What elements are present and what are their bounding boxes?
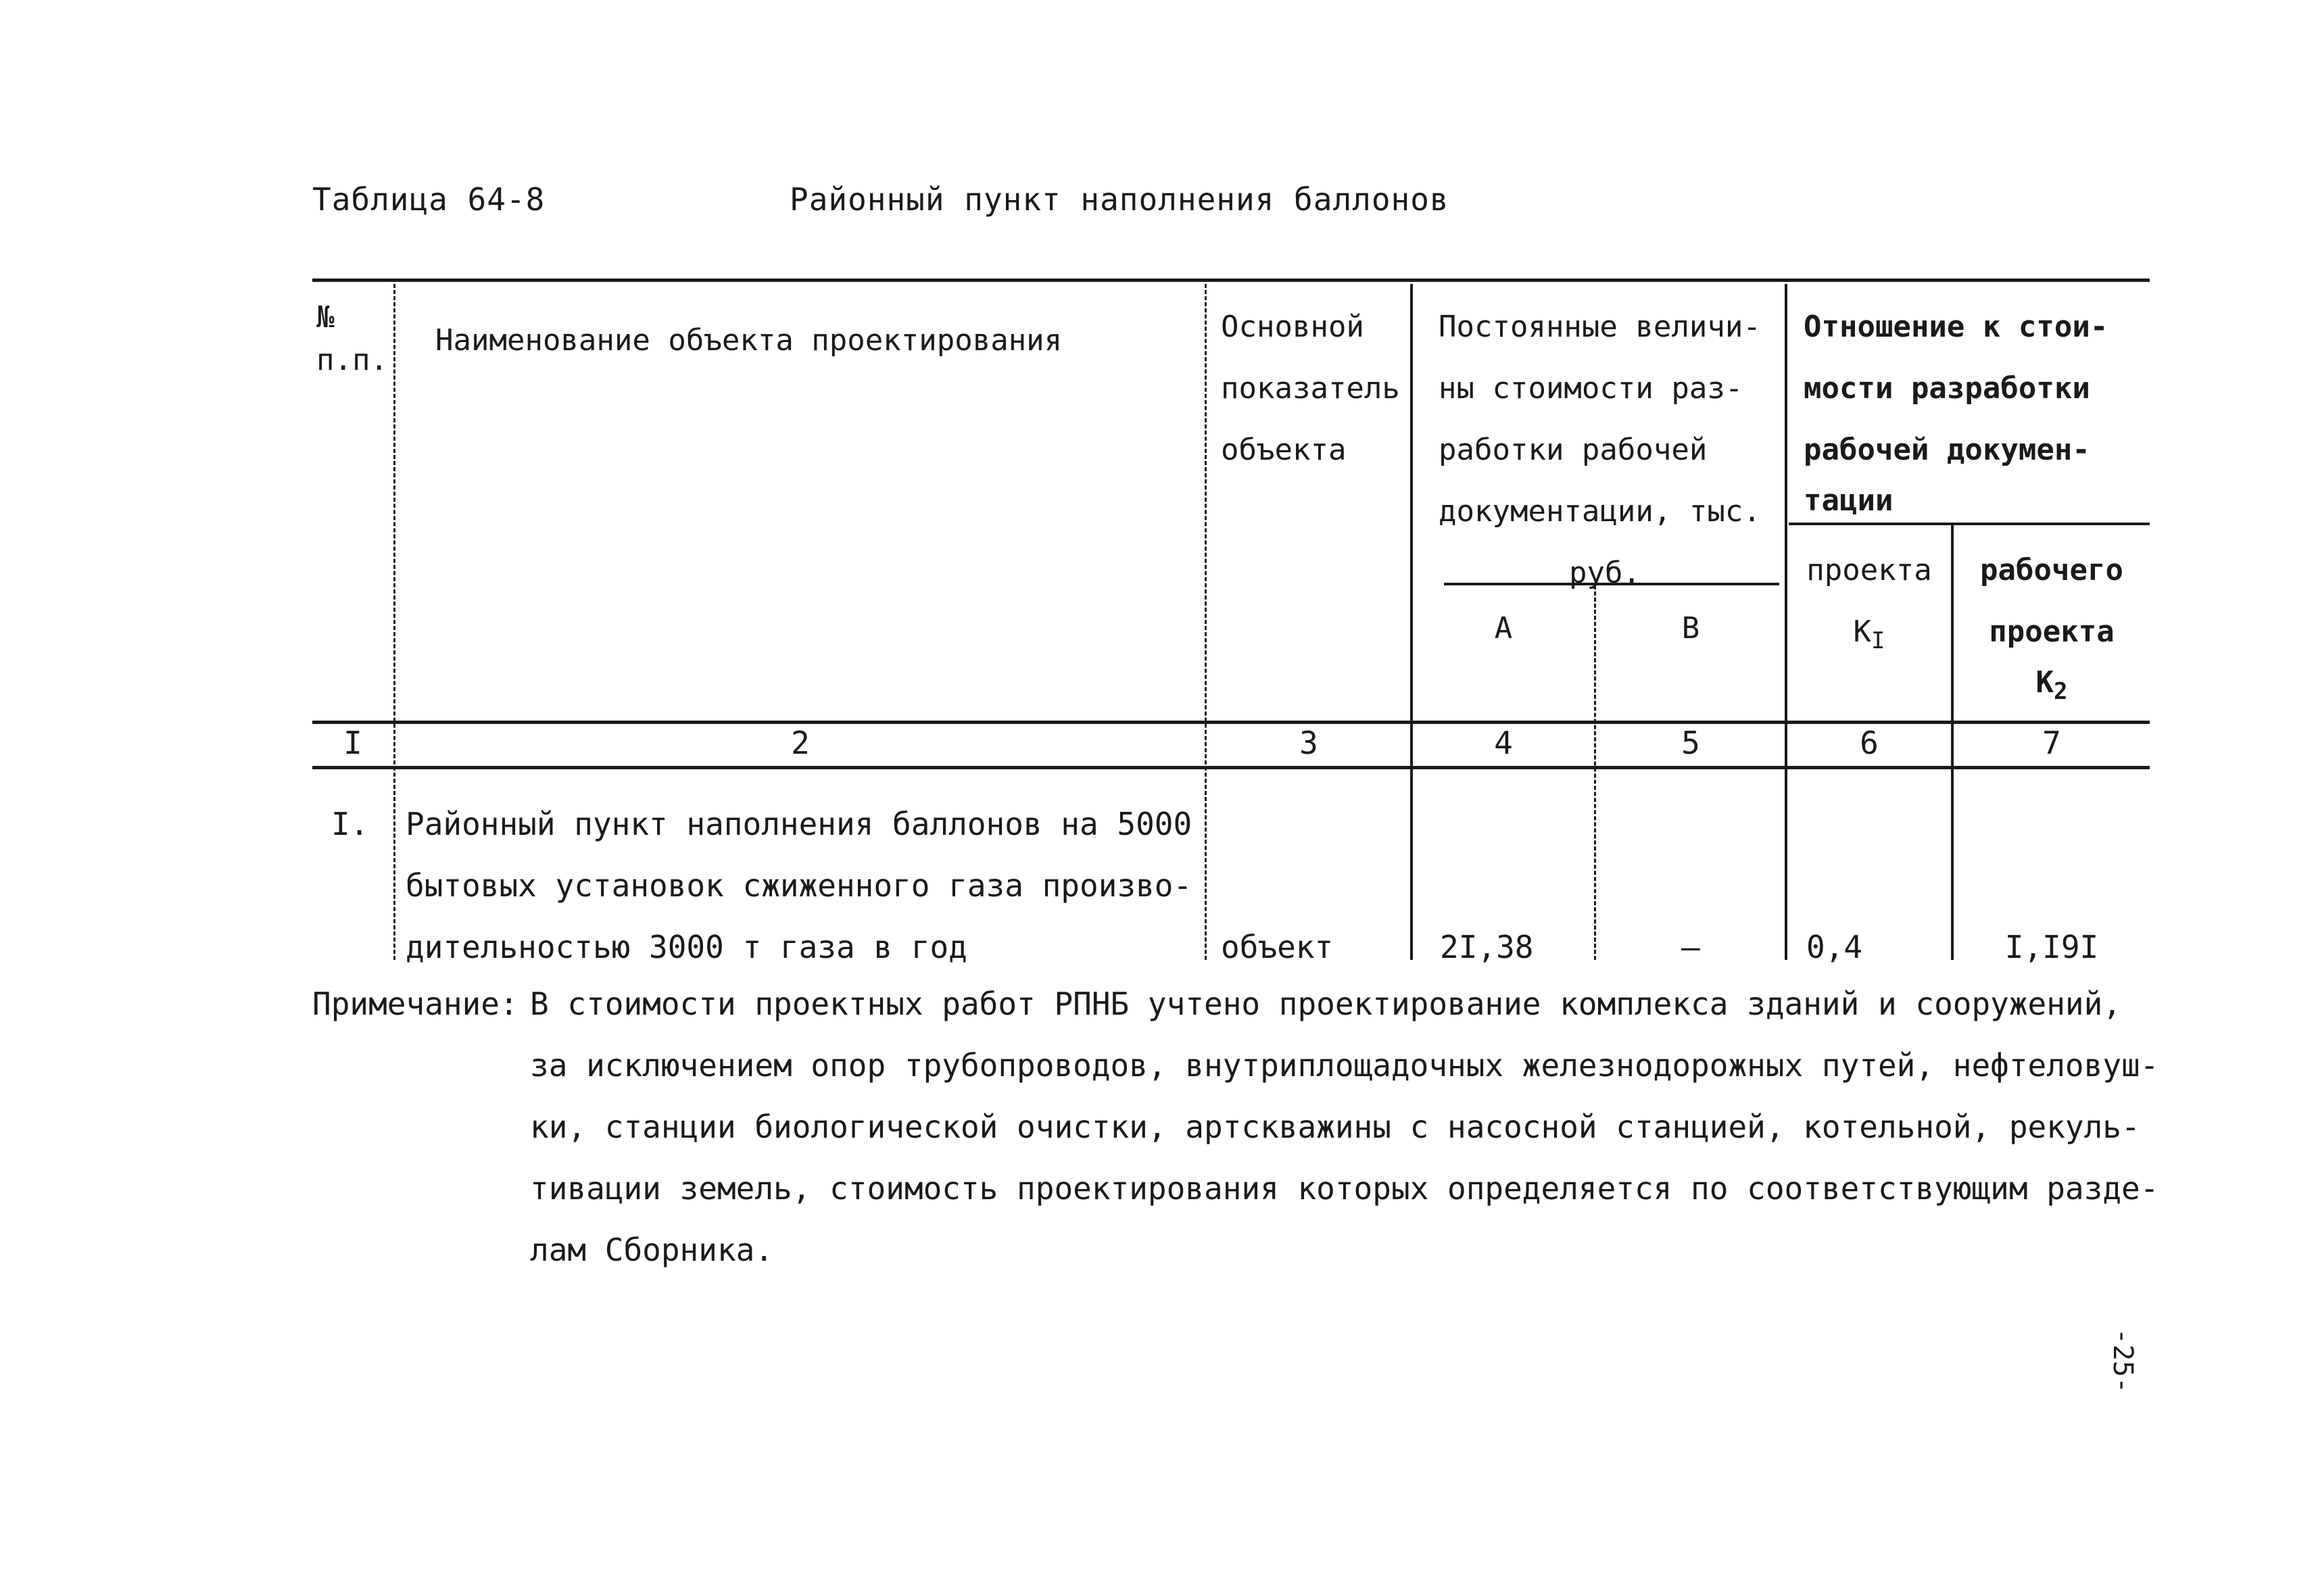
header-ratio-line-1: Отношение к стои- xyxy=(1804,310,2108,344)
row-name-line-2: бытовых установок сжиженного газа произво- xyxy=(406,867,1192,904)
header-constants xyxy=(1439,296,1785,604)
header-indicator-line-1: Основной xyxy=(1221,310,1364,344)
note-label: Примечание: xyxy=(312,986,518,1022)
header-k2 xyxy=(1954,539,2150,712)
column-number-6: 6 xyxy=(1860,725,1879,761)
row-value-k1: 0,4 xyxy=(1806,929,1863,965)
row-indicator: объект xyxy=(1221,929,1334,965)
column-number-5: 5 xyxy=(1681,725,1700,761)
note-line-2: за исключением опор трубопроводов, внутриплощадочных железнодорожных путей, нефтеловуш- xyxy=(530,1047,2159,1084)
note-body xyxy=(530,973,2158,1281)
header-ratio-line-4: тации xyxy=(1804,483,1893,518)
row-name-line-3: дительностью 3000 т газа в год xyxy=(406,929,967,965)
header-indicator-line-2: показатель xyxy=(1221,371,1400,406)
header-indicator xyxy=(1221,296,1400,481)
header-k1-symbol: $K_I$ xyxy=(1853,614,1885,654)
column-number-3: 3 xyxy=(1299,725,1318,761)
col-sep-1 xyxy=(393,284,395,960)
header-name: Наименование объекта проектирования xyxy=(435,323,1063,358)
row-value-k2: I,I9I xyxy=(2004,929,2099,965)
note-line-5: лам Сборника. xyxy=(530,1232,774,1268)
column-number-4: 4 xyxy=(1494,725,1513,761)
table-title: Районный пункт наполнения баллонов xyxy=(790,181,1449,218)
table-caption-label: Таблица 64-8 xyxy=(312,181,546,218)
page-number: -25- xyxy=(2107,1328,2138,1394)
header-k2-label-2: проекта xyxy=(1989,614,2115,649)
header-num xyxy=(316,287,391,391)
header-col-b: B xyxy=(1681,611,1700,646)
row-num: I. xyxy=(331,806,369,842)
table-top-rule xyxy=(312,279,2150,282)
header-col-a: A xyxy=(1494,611,1513,646)
header-constants-line-1: Постоянные величи- xyxy=(1439,310,1761,344)
row-value-b: – xyxy=(1681,929,1700,965)
header-indicator-line-3: объекта xyxy=(1221,433,1347,467)
header-k2-symbol: $K_2$ xyxy=(2035,665,2068,705)
note-line-4: тивации земель, стоимость проектирования которых определяется по соответствующим разде- xyxy=(530,1170,2159,1207)
header-constants-line-2: ны стоимости раз- xyxy=(1439,371,1743,406)
header-ratio-line-2: мости разработки xyxy=(1804,371,2090,406)
col-sep-2 xyxy=(1205,284,1207,960)
header-constants-line-4: документации, тыс. xyxy=(1439,494,1761,529)
header-k1 xyxy=(1787,539,1951,672)
ratio-subheader-rule xyxy=(1789,523,2150,525)
row-name-line-1: Районный пункт наполнения баллонов на 5000 xyxy=(406,806,1192,842)
header-ratio-line-3: рабочей докумен- xyxy=(1804,433,2090,467)
header-constants-line-3: работки рабочей xyxy=(1439,433,1708,467)
row-name xyxy=(406,794,1192,978)
header-num-line-2: п.п. xyxy=(316,343,388,377)
row-value-a: 2I,38 xyxy=(1440,929,1534,965)
note-line-3: ки, станции биологической очистки, артскважины с насосной станцией, котельной, рекуль- xyxy=(530,1109,2140,1145)
header-k2-label-1: рабочего xyxy=(1980,553,2123,587)
column-number-2: 2 xyxy=(791,725,810,761)
header-constants-line-5: руб. xyxy=(1569,556,1641,590)
header-num-line-1: № xyxy=(316,300,335,335)
column-number-7: 7 xyxy=(2042,725,2061,761)
column-number-1: I xyxy=(343,725,362,761)
header-k1-label: проекта xyxy=(1806,553,1932,587)
col-sep-4 xyxy=(1594,585,1596,960)
note-line-1: В стоимости проектных работ РПНБ учтено проектирование комплекса зданий и сооружений, xyxy=(530,986,2122,1022)
header-ratio xyxy=(1804,296,2108,521)
